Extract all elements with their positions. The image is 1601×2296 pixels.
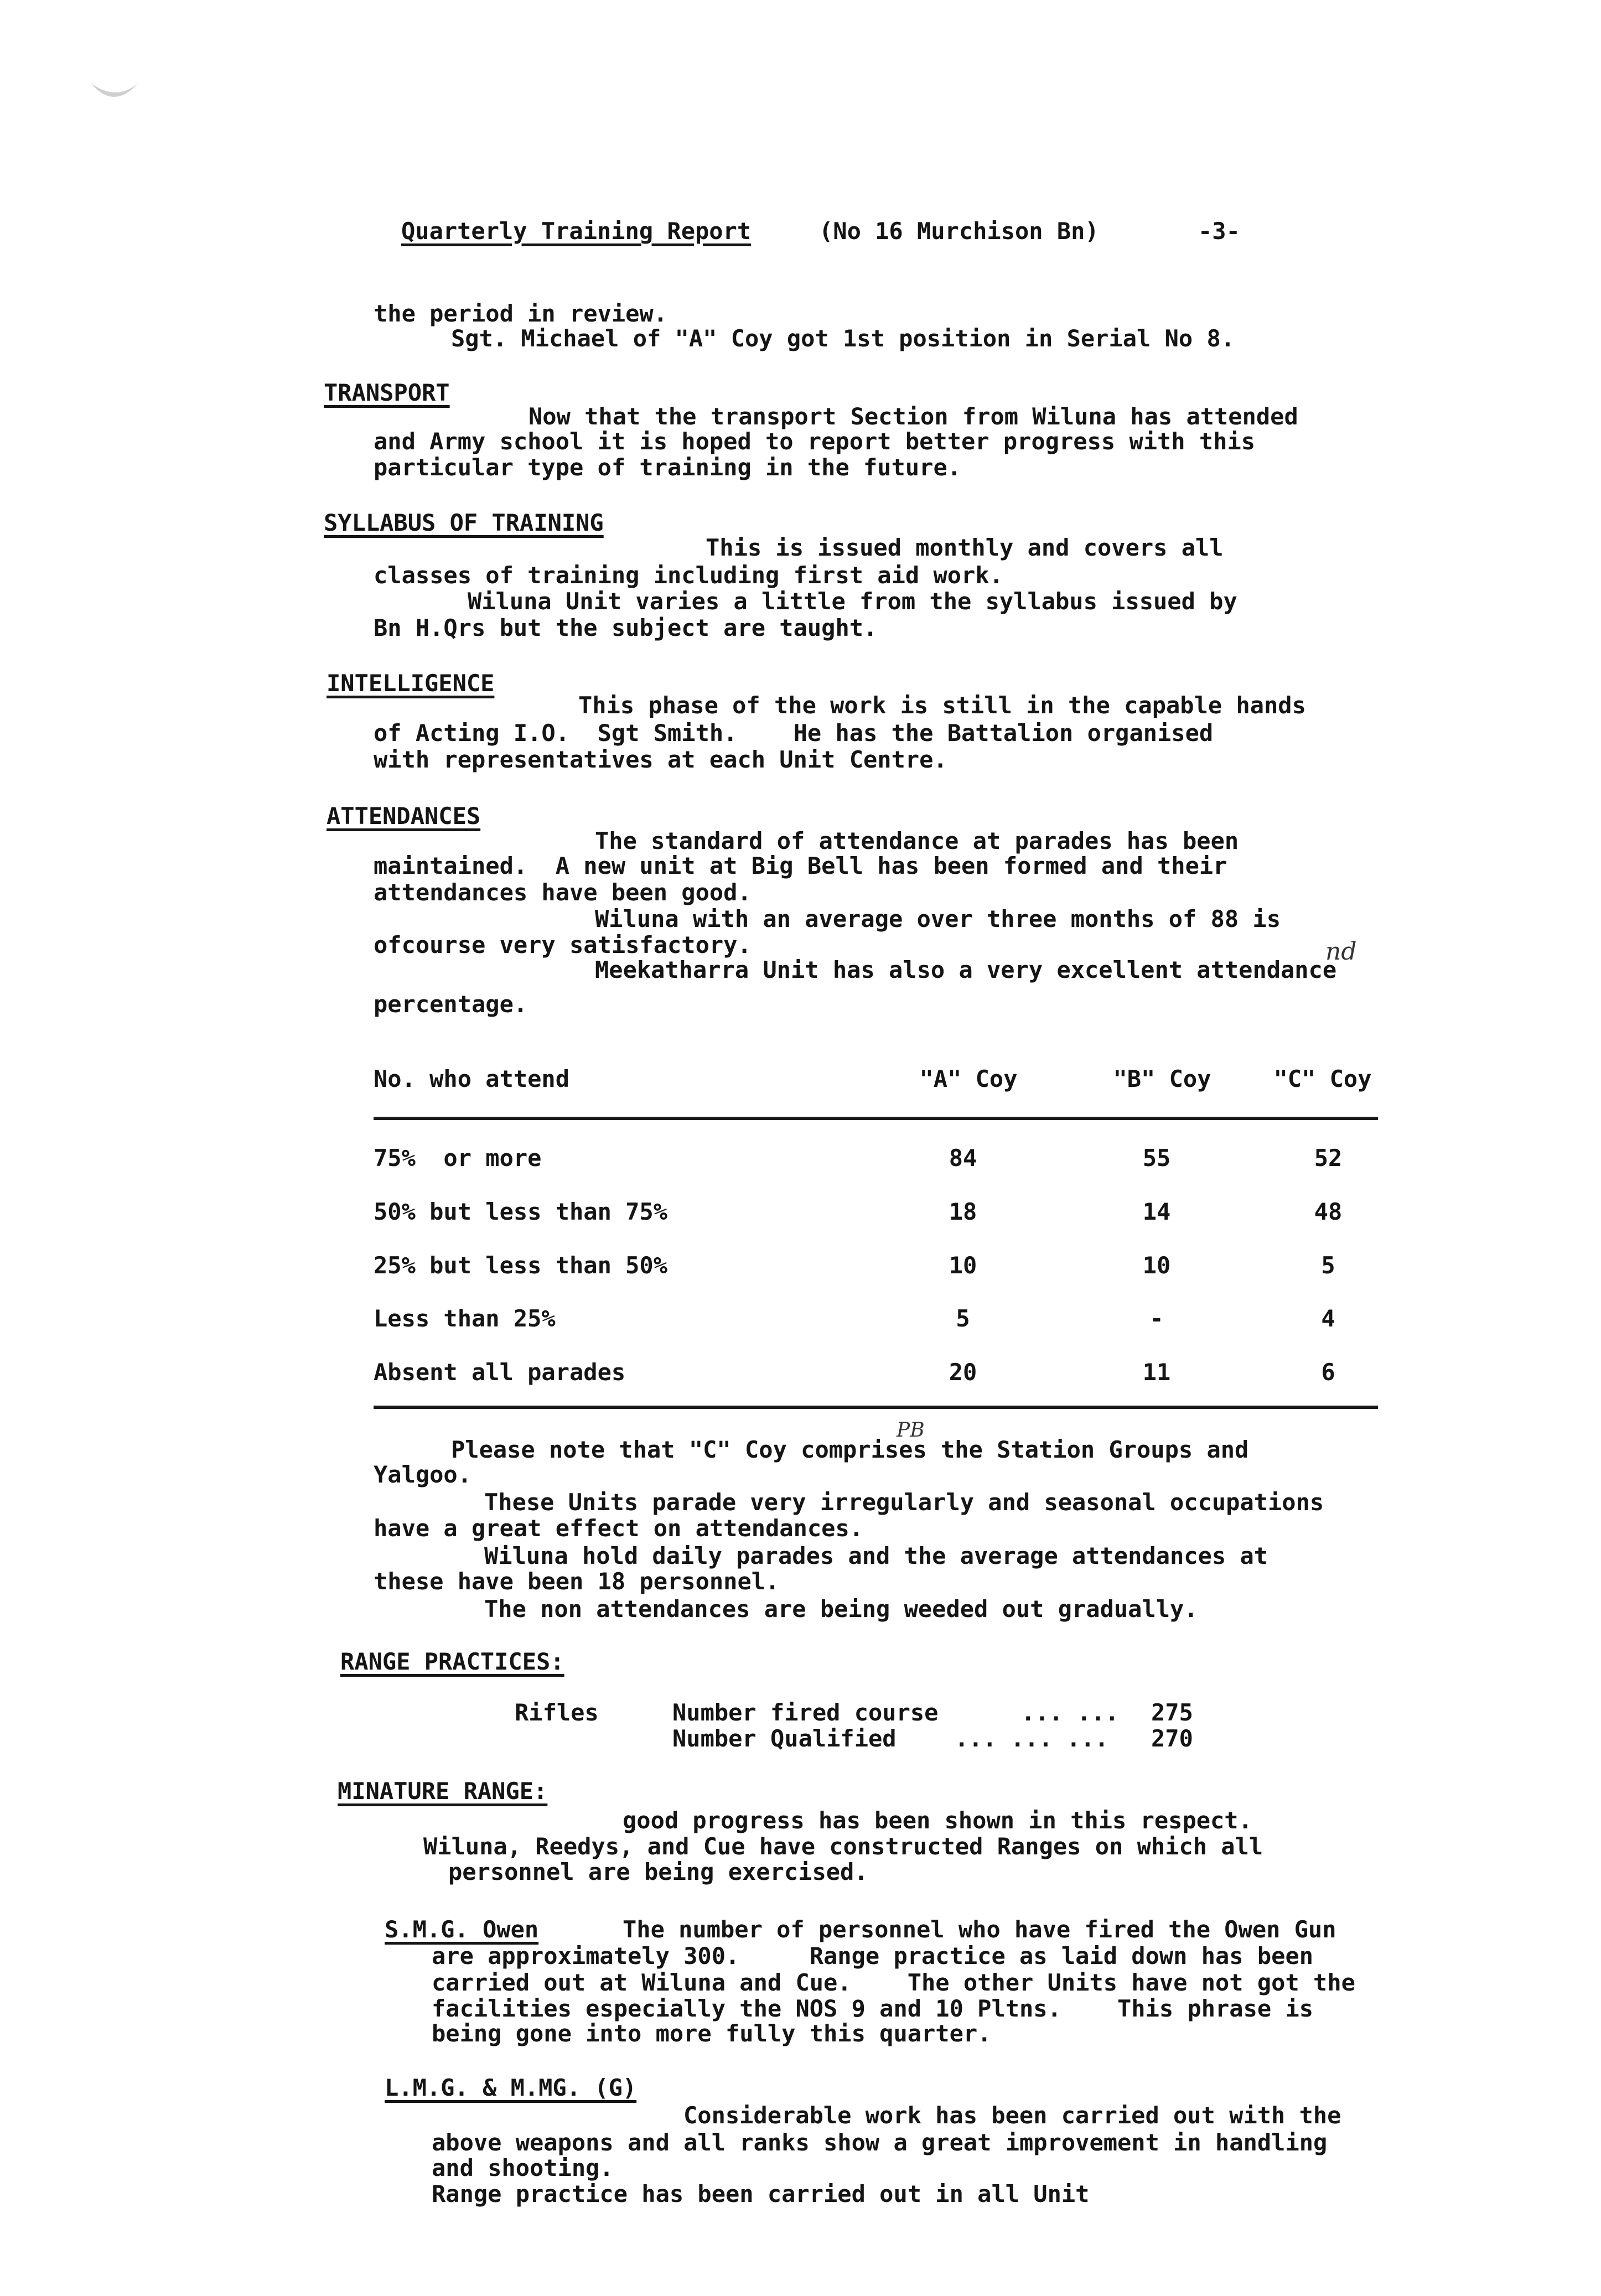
miniature-range-line-2: Wiluna, Reedys, and Cue have constructed Ranges on which all [423,1833,1263,1860]
handwritten-correction-nd: nd [1325,937,1357,966]
row-c-value: 48 [1314,1198,1343,1225]
fired-course-label: Number fired course [672,1699,939,1726]
syllabus-line-4: Bn H.Qrs but the subject are taught. [374,614,878,641]
row-b-value: 10 [1142,1252,1171,1279]
syllabus-line-2: classes of training including first aid work. [374,562,1003,589]
attendances-line-6: Meekatharra Unit has also a very excellent attendance [595,956,1337,983]
table-header-a-coy: "A" Coy [919,1065,1018,1092]
scan-blemish-mark [83,66,149,116]
intelligence-line-2: of Acting I.O. Sgt Smith. He has the Battalion organised [374,719,1214,747]
row-b-value: 11 [1142,1359,1171,1386]
row-c-value: 52 [1314,1144,1343,1172]
transport-line-3: particular type of training in the future. [374,454,962,481]
miniature-range-line-3: personnel are being exercised. [448,1858,868,1885]
table-header-label: No. who attend [374,1065,570,1092]
row-b-value: 14 [1142,1198,1171,1225]
notes-line-5: Wiluna hold daily parades and the average attendances at [484,1542,1268,1569]
row-a-value: 20 [949,1359,977,1386]
intro-line-2: Sgt. Michael of "A" Coy got 1st position in Serial No 8. [451,325,1235,352]
row-label: Absent all parades [374,1359,626,1386]
qualified-value: 270 [1151,1725,1193,1752]
table-header-c-coy: "C" Coy [1273,1065,1372,1092]
row-b-value: 55 [1142,1144,1171,1172]
row-label: 50% but less than 75% [374,1198,668,1225]
row-a-value: 84 [949,1144,977,1172]
intelligence-heading: INTELLIGENCE [327,670,495,697]
syllabus-line-3: Wiluna Unit varies a little from the syllabus issued by [468,588,1237,615]
row-a-value: 5 [956,1305,970,1332]
smg-line-3: carried out at Wiluna and Cue. The other Units have not got the [432,1969,1355,1996]
transport-line-1: Now that the transport Section from Wiluna has attended [529,403,1298,430]
row-label: 75% or more [374,1144,542,1172]
miniature-range-line-1: good progress has been shown in this respect. [623,1807,1252,1834]
qualified-label: Number Qualified [672,1725,897,1752]
row-c-value: 6 [1321,1359,1335,1386]
miniature-range-heading: MINATURE RANGE: [338,1777,548,1805]
row-c-value: 5 [1321,1252,1335,1279]
fired-course-value: 275 [1151,1699,1193,1726]
row-label: 25% but less than 50% [374,1252,668,1279]
report-title: Quarterly Training Report [401,217,752,245]
attendances-line-1: The standard of attendance at parades has been [595,827,1239,854]
row-c-value: 4 [1321,1305,1335,1332]
row-b-value: - [1149,1305,1164,1332]
intro-line-1: the period in review. [374,300,668,327]
notes-line-4: have a great effect on attendances. [374,1515,864,1542]
lmg-line-3: and shooting. [432,2154,614,2181]
table-top-rule [374,1117,1378,1120]
notes-line-2: Yalgoo. [374,1461,472,1488]
notes-line-3: These Units parade very irregularly and seasonal occupations [484,1489,1324,1516]
attendances-line-3: attendances have been good. [374,879,752,906]
smg-line-4: facilities especially the NOS 9 and 10 Pltns. This phrase is [432,1995,1314,2022]
smg-line-5: being gone into more fully this quarter. [432,2020,992,2047]
notes-line-7: The non attendances are being weeded out gradually. [484,1595,1198,1623]
attendances-line-4: Wiluna with an average over three months of 88 is [595,905,1281,932]
rifles-label: Rifles [515,1699,599,1726]
intelligence-line-3: with representatives at each Unit Centre. [374,746,947,773]
table-bottom-rule [374,1406,1378,1409]
row-label: Less than 25% [374,1305,556,1332]
syllabus-heading: SYLLABUS OF TRAINING [324,509,604,536]
lmg-line-1: Considerable work has been carried out with the [683,2102,1341,2129]
lmg-line-2: above weapons and all ranks show a great improvement in handling [432,2129,1328,2156]
row-a-value: 10 [949,1252,977,1279]
intelligence-line-1: This phase of the work is still in the capable hands [578,692,1306,719]
smg-heading: S.M.G. Owen [385,1916,539,1943]
transport-line-2: and Army school it is hoped to report better progress with this [374,428,1256,455]
lmg-line-4: Range practice has been carried out in all Unit [432,2180,1090,2207]
smg-line-2: are approximately 300. Range practice as laid down has been [432,1942,1314,1970]
lmg-heading: L.M.G. & M.MG. (G) [385,2074,637,2101]
handwritten-initials: PB [897,1419,925,1442]
fired-course-dots: ... ... [1021,1699,1120,1726]
syllabus-line-1: This is issued monthly and covers all [706,534,1224,561]
row-a-value: 18 [949,1198,977,1225]
range-practices-heading: RANGE PRACTICES: [340,1648,564,1675]
attendances-heading: ATTENDANCES [327,802,481,830]
transport-heading: TRANSPORT [324,379,450,406]
attendances-line-2: maintained. A new unit at Big Bell has been formed and their [374,852,1227,879]
page-number: -3- [1198,217,1240,245]
table-header-b-coy: "B" Coy [1113,1065,1211,1092]
attendances-line-5: ofcourse very satisfactory. [374,931,752,958]
notes-line-6: these have been 18 personnel. [374,1568,780,1595]
report-subtitle: (No 16 Murchison Bn) [819,217,1099,245]
notes-line-1: Please note that "C" Coy comprises the Station Groups and [451,1436,1249,1463]
attendances-line-7: percentage. [374,991,528,1018]
qualified-dots: ... ... ... [955,1725,1109,1752]
smg-line-1: The number of personnel who have fired the Owen Gun [623,1916,1336,1943]
